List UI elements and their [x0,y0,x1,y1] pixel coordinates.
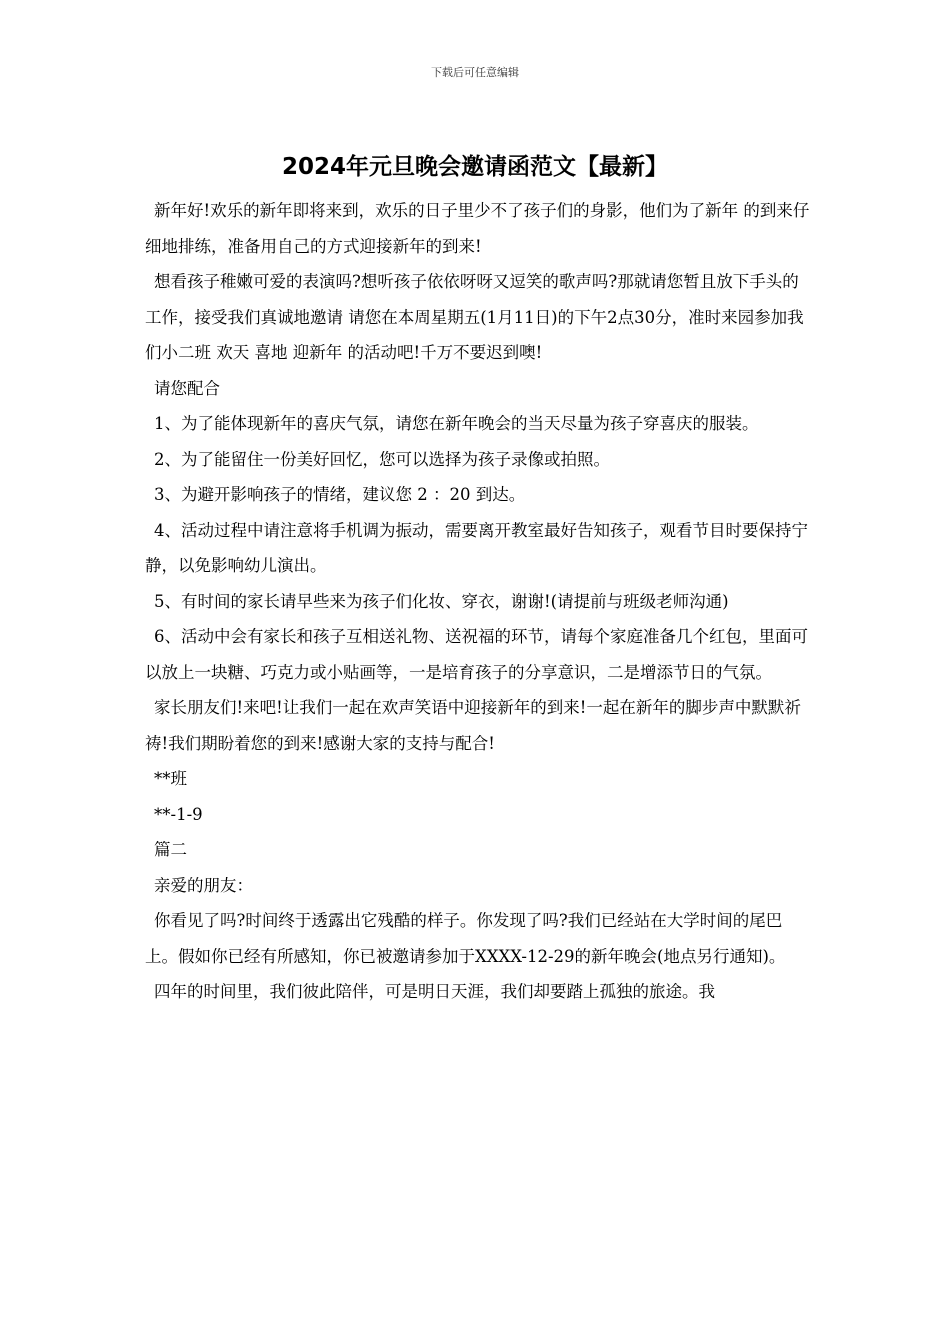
list-item-4: 4、活动过程中请注意将手机调为振动，需要离开教室最好告知孩子，观看节目时要保持宁静，以免影响幼儿演出。 [145,520,808,575]
salutation: 亲爱的朋友： [154,875,253,895]
paragraph-part-two-2: 四年的时间里，我们彼此陪伴，可是明日天涯，我们却要踏上孤独的旅途。我 [154,982,715,1001]
signature-date: **-1-9 [154,804,203,824]
list-item-1: 1、为了能体现新年的喜庆气氛，请您在新年晚会的当天尽量为孩子穿喜庆的服装。 [154,414,759,433]
document-body [145,193,810,1010]
paragraph-cooperation-heading: 请您配合 [154,378,220,398]
page-header: 下载后可任意编辑 [431,66,519,79]
document-title: 2024年元旦晚会邀请函范文【最新】 [281,154,668,180]
section-heading-part-two: 篇二 [154,840,187,859]
paragraph-greeting: 新年好!欢乐的新年即将来到，欢乐的日子里少不了孩子们的身影，他们为了新年 的到来仔细地排练，准备用自己的方式迎接新年的到来! [145,201,810,256]
signature-class: **班 [154,769,187,788]
paragraph-part-two-1: 你看见了吗?时间终于透露出它残酷的样子。你发现了吗?我们已经站在大学时间的尾巴上。假如你已经有所感知，你已被邀请参加于XXXX-12-29的新年晚会(地点另行通知)。 [145,911,786,966]
list-item-6: 6、活动中会有家长和孩子互相送礼物、送祝福的环节，请每个家庭准备几个红包，里面可以放上一块糖、巧克力或小贴画等，一是培育孩子的分享意识，二是增添节日的气氛。 [145,627,808,682]
list-item-3: 3、为避开影响孩子的情绪，建议您 2 ：20 到达。 [154,485,526,504]
list-item-5: 5、有时间的家长请早些来为孩子们化妆、穿衣，谢谢!(请提前与班级老师沟通) [154,591,729,611]
paragraph-invitation: 想看孩子稚嫩可爱的表演吗?想听孩子依依呀呀又逗笑的歌声吗?那就请您暂且放下手头的工作，接受我们真诚地邀请 请您在本周星期五(1月11日)的下午2点30分，准时来园参加我们小二班 欢天 喜地 迎新年 的活动吧!千万不要迟到噢! [145,272,804,362]
list-item-2: 2、为了能留住一份美好回忆，您可以选择为孩子录像或拍照。 [154,449,610,469]
paragraph-closing: 家长朋友们!来吧!让我们一起在欢声笑语中迎接新年的到来!一起在新年的脚步声中默默祈祷!我们期盼着您的到来!感谢大家的支持与配合! [145,698,801,753]
